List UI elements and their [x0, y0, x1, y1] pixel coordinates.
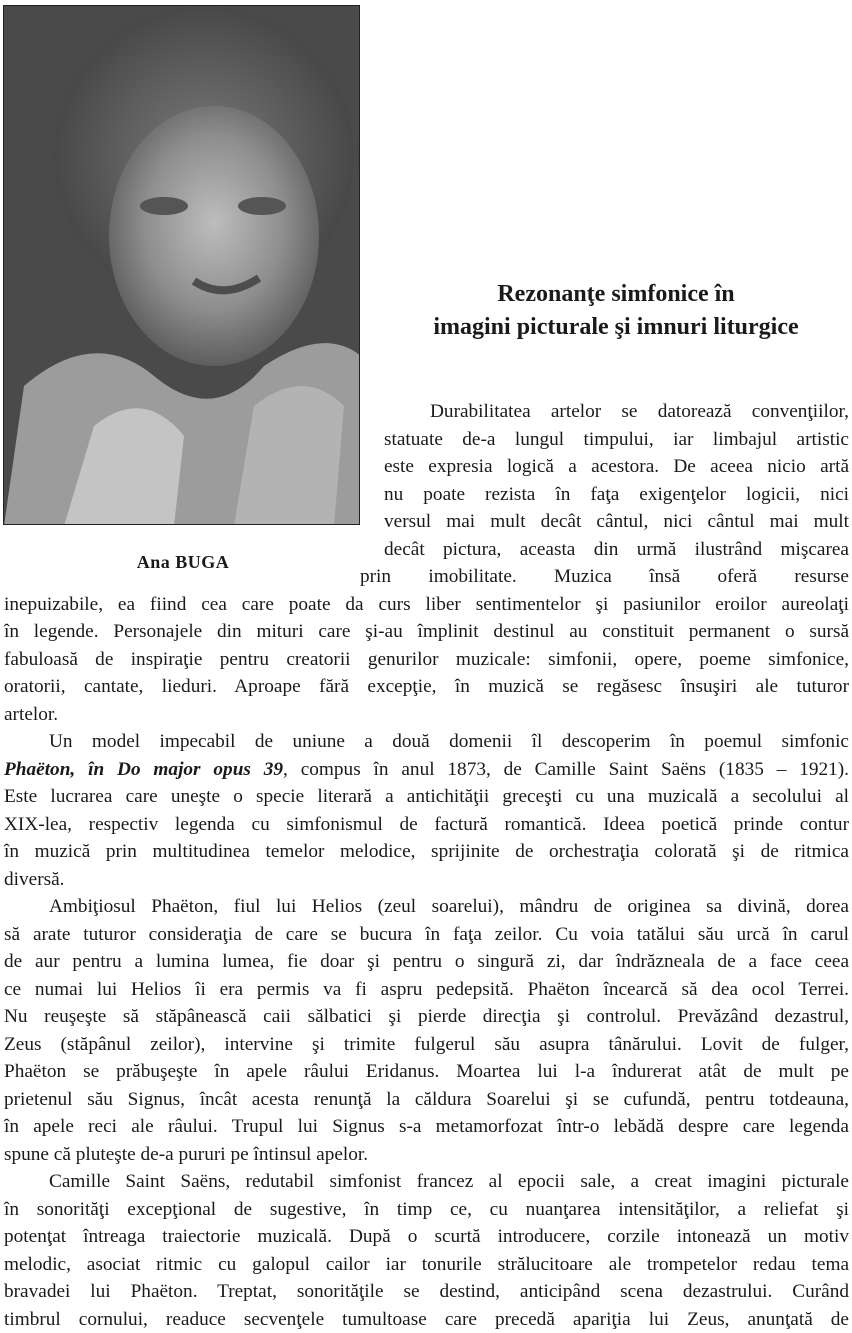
text-line: în legende. Personajele din mituri care şi-au împlinit destinul au constituit permanent o sursă — [4, 618, 849, 646]
text-line: timbrul cornului, readuce secvenţele tumultoase care precedă apariţia lui Zeus, anunţată de — [4, 1306, 849, 1333]
text-line: spune că pluteşte de-a pururi pe întinsul apelor. — [4, 1141, 849, 1169]
text-line: inepuizabile, ea fiind cea care poate da curs liber sentimentelor şi pasiunilor eroilor aureolaţi — [4, 591, 849, 619]
text-line: statuate de-a lungul timpului, iar limbajul artistic — [384, 426, 849, 454]
text-line: Ambiţiosul Phaëton, fiul lui Helios (zeul soarelui), mândru de originea sa divină, dorea — [4, 893, 849, 921]
intro-column — [384, 398, 849, 563]
work-sep: , — [70, 759, 88, 780]
portrait-photo — [3, 5, 360, 525]
text-line: nu poate rezista în faţa exigenţelor logicii, nici — [384, 481, 849, 509]
text-line: Un model impecabil de uniune a două domenii îl descoperim în poemul simfonic — [4, 728, 849, 756]
title-line: Rezonanţe simfonice în — [382, 278, 850, 311]
text-line: Zeus (stăpânul zeilor), intervine şi trimite fulgerul său asupra tânărului. Lovit de fulger, — [4, 1031, 849, 1059]
text-line: artelor. — [4, 701, 849, 729]
work-key: în Do major opus 39 — [88, 759, 283, 780]
text-line: XIX-lea, respectiv legenda cu simfonismul de factură romantică. Ideea poetică prinde contur — [4, 811, 849, 839]
text-line: ce numai lui Helios îi era permis va fi aspru pedepsită. Phaëton încearcă să dea ocol Terrei. — [4, 976, 849, 1004]
text-line: versul mai mult decât cântul, nici cântul mai mult — [384, 508, 849, 536]
text-line: prin imobilitate. Muzica însă oferă resurse — [4, 563, 849, 591]
text-line: diversă. — [4, 866, 849, 894]
text-line: în sonorităţi excepţional de sugestive, în timp ce, cu nuanţarea intensităţilor, a reliefat şi — [4, 1196, 849, 1224]
article-body — [4, 563, 849, 1333]
text-line: să arate tuturor consideraţia de care se bucura în faţa zeilor. Cu voia tatălui său urcă în carul — [4, 921, 849, 949]
text-line: în muzică prin multitudinea temelor melodice, sprijinite de orchestraţia colorată şi de ritmica — [4, 838, 849, 866]
text-line: fabuloasă de inspiraţie pentru creatorii genurilor muzicale: simfonii, opere, poeme simfonice, — [4, 646, 849, 674]
author-caption: Ana BUGA — [0, 552, 366, 573]
text-line: Durabilitatea artelor se datorează convenţiilor, — [384, 398, 849, 426]
text-line: potenţat întreaga traiectorie muzicală. După o scurtă introducere, corzile intonează un motiv — [4, 1223, 849, 1251]
title-line: imagini picturale şi imnuri liturgice — [382, 311, 850, 344]
text-line-phaeton — [4, 756, 849, 784]
text-line: prietenul său Signus, încât acesta renunţă la căldura Soarelui şi se cufundă, pentru totdeauna, — [4, 1086, 849, 1114]
work-title: Phaëton — [4, 759, 70, 780]
text-line: de aur pentru a lumina lumea, fie doar şi pentru o singură zi, dar îndrăzneala de a face ceea — [4, 948, 849, 976]
text-line: Nu reuşeşte să stăpânească caii sălbatici şi pierde direcţia şi controlul. Prevăzând dezastrul, — [4, 1003, 849, 1031]
text-line: Este lucrarea care uneşte o specie literară a antichităţii greceşti cu una muzicală a secolului al — [4, 783, 849, 811]
work-details: , compus în anul 1873, de Camille Saint Saëns (1835 – 1921). — [283, 759, 849, 780]
text-line: este expresia logică a acestora. De aceea nicio artă — [384, 453, 849, 481]
text-line: bravadei lui Phaëton. Treptat, sonorităţile se destind, anticipând scena dezastrului. Curând — [4, 1278, 849, 1306]
text-line: Camille Saint Saëns, redutabil simfonist francez al epocii sale, a creat imagini picturale — [4, 1168, 849, 1196]
text-line: decât pictura, aceasta din urmă ilustrând mişcarea — [384, 536, 849, 564]
text-line: oratorii, cantate, lieduri. Aproape fără excepţie, în muzică se regăsesc însuşiri ale tuturor — [4, 673, 849, 701]
text-line: Phaëton se prăbuşeşte în apele râului Eridanus. Moartea lui l-a îndurerat atât de mult pe — [4, 1058, 849, 1086]
portrait-image — [4, 6, 360, 525]
article-title — [382, 278, 850, 344]
text-line: melodic, asociat ritmic cu galopul cailor iar tonurile strălucitoare ale trompetelor redau tema — [4, 1251, 849, 1279]
text-line: în apele reci ale râului. Trupul lui Signus s-a metamorfozat într-o lebădă despre care legenda — [4, 1113, 849, 1141]
